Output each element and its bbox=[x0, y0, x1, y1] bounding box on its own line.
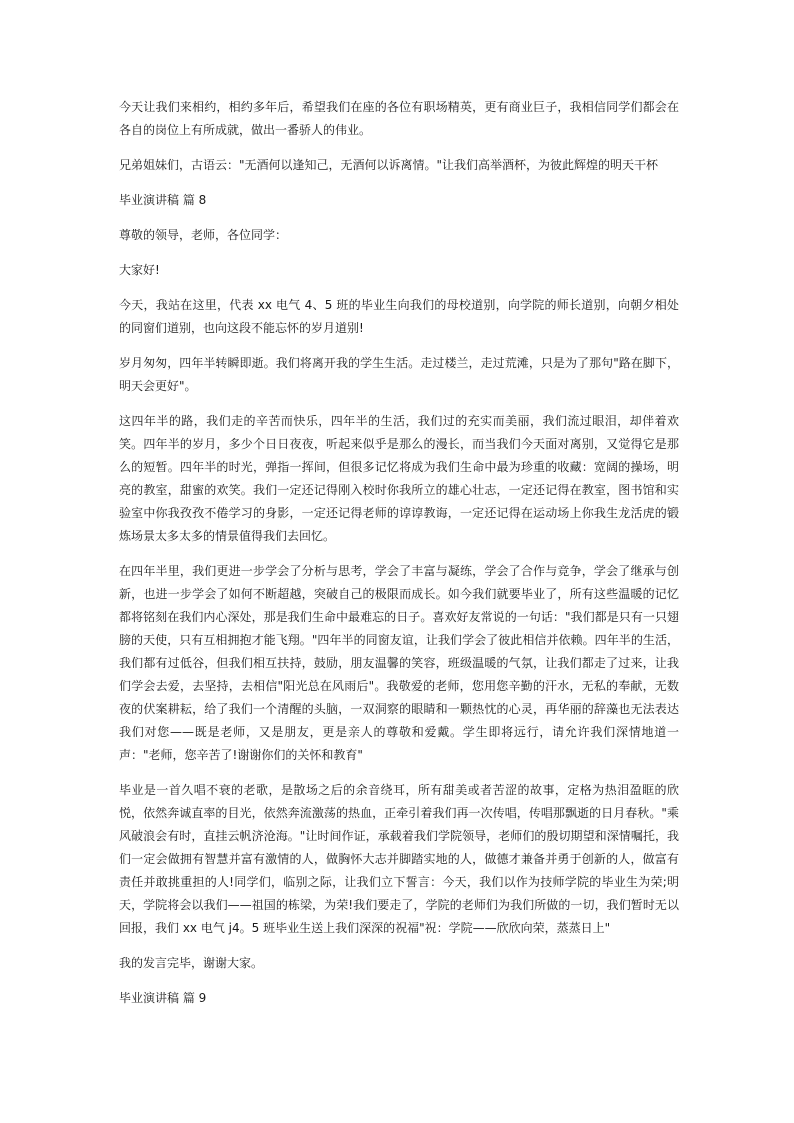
paragraph: 兄弟姐妹们，古语云："无酒何以逢知己，无酒何以诉离情。"让我们高举酒杯，为彼此辉煌的明天干杯 bbox=[119, 158, 659, 172]
paragraph: 在四年半里，我们更进一步学会了分析与思考，学会了丰富与凝练，学会了合作与竞争，学会了继承与创新，也进一步学会了如何不断超越，突破自己的极限而成长。如今我们就要毕业了，所有这些温暖的记忆都将铭刻在我们内心深处，那是我们生命中最难忘的日子。喜欢好友常说的一句话："我们都是只有一只翅膀的天使，只有互相拥抱才能飞翔。"四年半的同窗友谊，让我们学会了彼此相信并依赖。四年半的生活，我们都有过低谷，但我们相互扶持，鼓励，朋友温馨的笑容，班级温暖的气氛，让我们都走了过来，让我们学会去爱，去坚持，去相信"阳光总在风雨后"。我敬爱的老师，您用您辛勤的汗水，无私的奉献，无数夜的伏案耕耘，给了我们一个清醒的头脑，一双洞察的眼睛和一颗热忱的心灵，再华丽的辞藻也无法表达我们对您——既是老师，又是朋友，更是亲人的尊敬和爱戴。学生即将远行，请允许我们深情地道一声："老师，您辛苦了!谢谢你们的关怀和教育" bbox=[119, 564, 679, 762]
paragraph: 这四年半的路，我们走的辛苦而快乐，四年半的生活，我们过的充实而美丽，我们流过眼泪，却伴着欢笑。四年半的岁月，多少个日日夜夜，听起来似乎是那么的漫长，而当我们今天面对离别，又觉得它是那么的短暂。四年半的时光，弹指一挥间，但很多记忆将成为我们生命中最为珍重的收藏：宽阔的操场，明亮的教室，甜蜜的欢笑。我们一定还记得刚入校时你我所立的雄心壮志，一定还记得在教室，图书馆和实验室中你我孜孜不倦学习的身影，一定还记得老师的谆谆教诲，一定还记得在运动场上你我生龙活虎的锻炼场景太多太多的情景值得我们去回忆。 bbox=[119, 414, 679, 543]
greeting: 大家好! bbox=[119, 263, 160, 277]
section-heading: 毕业演讲稿 篇 9 bbox=[119, 991, 207, 1005]
section-heading: 毕业演讲稿 篇 8 bbox=[119, 193, 207, 207]
paragraph: 今天让我们来相约，相约多年后，希望我们在座的各位有职场精英，更有商业巨子，我相信同学们都会在各自的岗位上有所成就，做出一番骄人的伟业。 bbox=[119, 100, 679, 137]
salutation: 尊敬的领导，老师，各位同学： bbox=[119, 228, 288, 242]
paragraph: 毕业是一首久唱不衰的老歌，是散场之后的余音绕耳，所有甜美或者苦涩的故事，定格为热泪盈眶的欣悦，依然奔诚直率的目光，依然奔流激荡的热血，正牵引着我们再一次传唱，传唱那飘逝的日月春秋。"乘风破浪会有时，直挂云帆济沧海。"让时间作证，承载着我们学院领导，老师们的殷切期望和深情嘱托，我们一定会做拥有智慧并富有激情的人，做胸怀大志并脚踏实地的人，做德才兼备并勇于创新的人，做富有责任并敢挑重担的人!同学们，临别之际，让我们立下誓言：今天，我们以作为技师学院的毕业生为荣;明天，学院将会以我们——祖国的栋梁，为荣!我们要走了，学院的老师们为我们所做的一切，我们暂时无以回报，我们 xx 电气 j4。5 班毕业生送上我们深深的祝福"祝：学院——欣欣向荣，蒸蒸日上" bbox=[119, 783, 679, 935]
closing-remark: 我的发言完毕，谢谢大家。 bbox=[119, 956, 264, 970]
paragraph: 今天，我站在这里，代表 xx 电气 4、5 班的毕业生向我们的母校道别，向学院的师长道别，向朝夕相处的同窗们道别，也向这段不能忘怀的岁月道别! bbox=[119, 298, 679, 335]
paragraph: 岁月匆匆，四年半转瞬即逝。我们将离开我的学生生活。走过楼兰，走过荒滩，只是为了那句"路在脚下，明天会更好"。 bbox=[119, 356, 679, 393]
document-page bbox=[119, 96, 679, 1022]
